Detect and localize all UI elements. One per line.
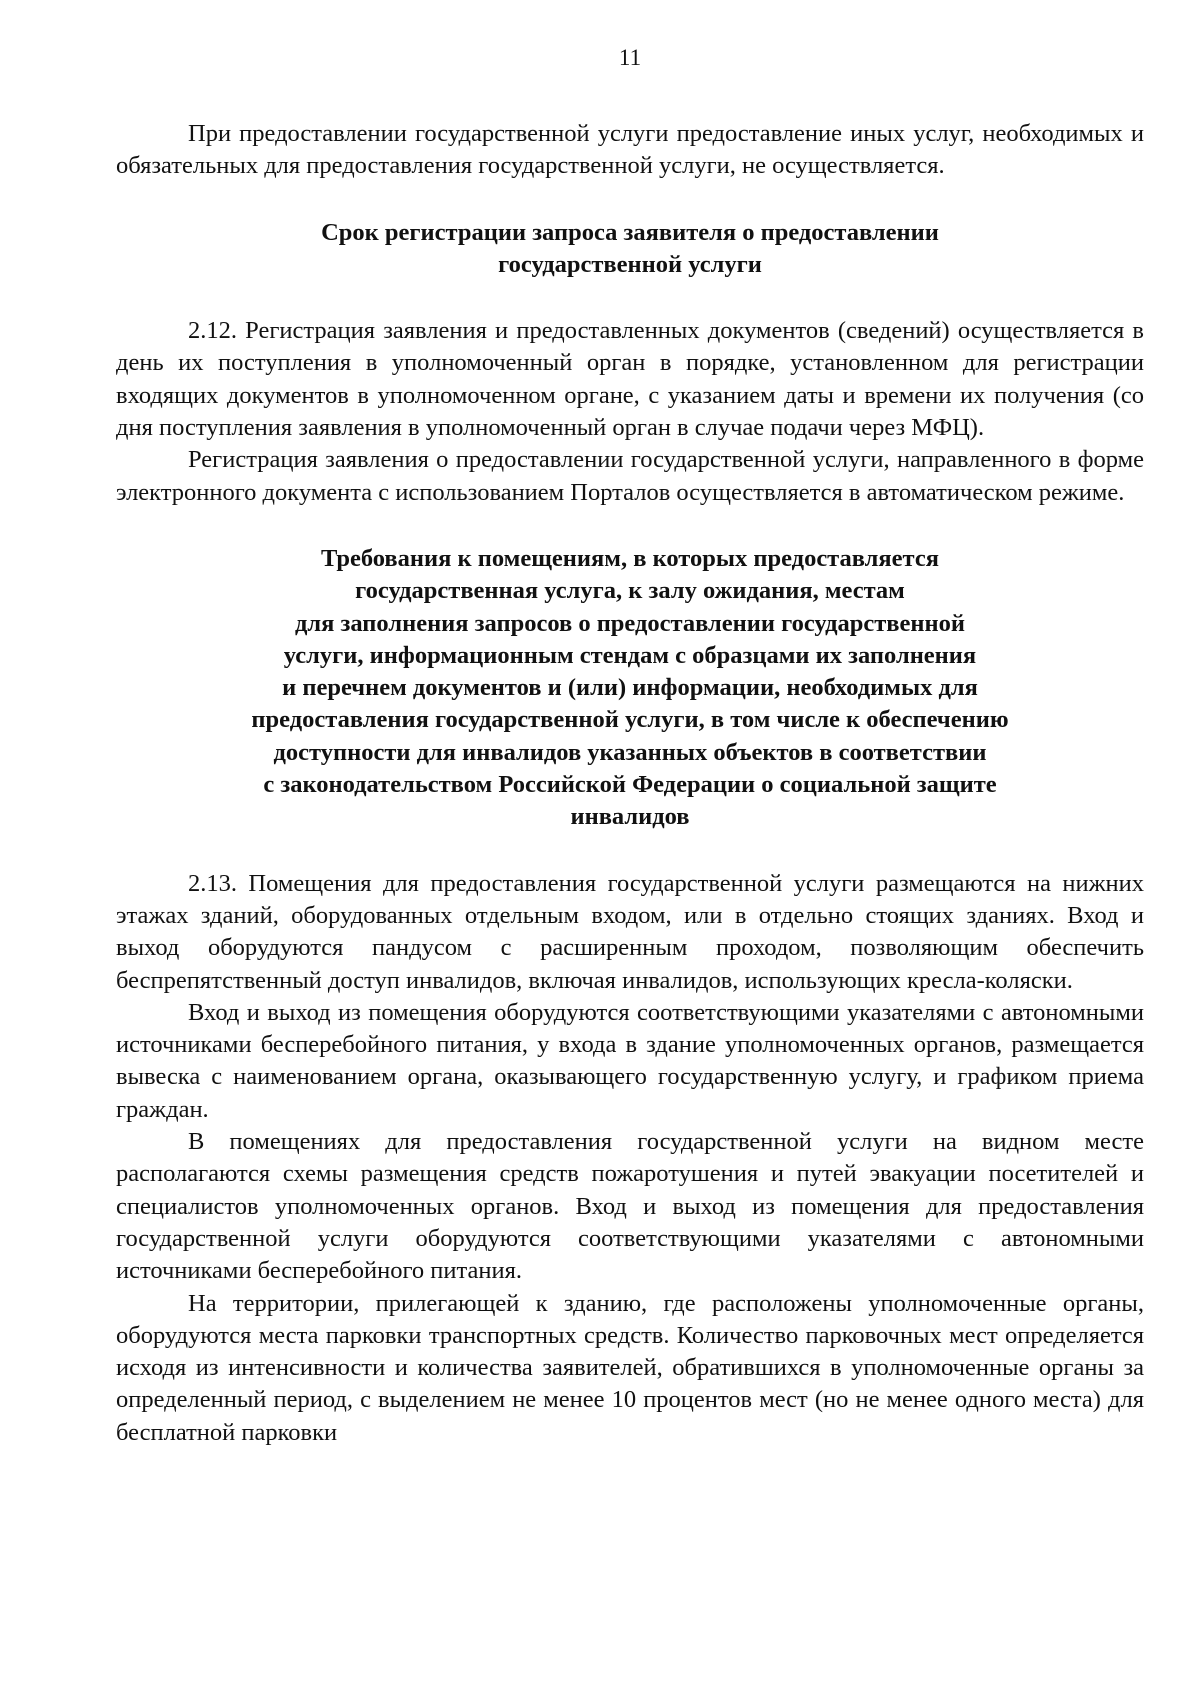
heading-line: инвалидов — [570, 803, 690, 831]
heading-line: доступности для инвалидов указанных объектов в соответствии — [273, 738, 987, 766]
paragraph-entrance-signage: Вход и выход из помещения оборудуются соответствующими указателями с автономными источниками бесперебойного питания, у входа в здание уполномоченных органов, размещается вывеска с наименованием органа, оказывающего государственную услугу, и графиком приема граждан. — [116, 998, 1144, 1123]
heading-line: услуги, информационным стендам с образцами их заполнения — [283, 641, 977, 669]
heading-line: и перечнем документов и (или) информации, необходимых для — [282, 674, 978, 702]
paragraph-parking: На территории, прилегающей к зданию, где расположены уполномоченные органы, оборудуются места парковки транспортных средств. Количество парковочных мест определяется исходя из интенсивности и количества заявителей, обратившихся в уполномоченные органы за определенный период, с выделением не менее 10 процентов мест (но не менее одного места) для бесплатной парковки — [116, 1289, 1144, 1446]
heading-registration-term — [116, 217, 1144, 282]
document-body — [116, 118, 1144, 1449]
paragraph-2-12: 2.12. Регистрация заявления и предоставленных документов (сведений) осуществляется в день их поступления в уполномоченный орган в порядке, установленном для регистрации входящих документов в уполномоченном органе, с указанием даты и времени их получения (со дня поступления заявления в уполномоченный орган в случае подачи через МФЦ). — [116, 317, 1144, 442]
page-number: 11 — [618, 45, 642, 70]
heading-line: государственная услуга, к залу ожидания, местам — [355, 577, 905, 605]
paragraph-2-13: 2.13. Помещения для предоставления государственной услуги размещаются на нижних этажах зданий, оборудованных отдельным входом, или в отдельно стоящих зданиях. Вход и выход оборудуются пандусом с расширенным проходом, позволяющим обеспечить беспрепятственный доступ инвалидов, включая инвалидов, использующих кресла-коляски. — [116, 869, 1144, 994]
heading-line: для заполнения запросов о предоставлении государственной — [295, 609, 965, 637]
paragraph-electronic-registration: Регистрация заявления о предоставлении государственной услуги, направленного в форме электронного документа с использованием Порталов осуществляется в автоматическом режиме. — [116, 446, 1144, 506]
heading-line: с законодательством Российской Федерации о социальной защите — [263, 771, 997, 799]
heading-premises-requirements — [116, 543, 1144, 834]
paragraph-other-services: При предоставлении государственной услуги предоставление иных услуг, необходимых и обязательных для предоставления государственной услуги, не осуществляется. — [116, 120, 1144, 180]
heading-line: Требования к помещениям, в которых предоставляется — [320, 544, 940, 572]
heading-line: Срок регистрации запроса заявителя о предоставлении — [321, 218, 939, 246]
heading-line: государственной услуги — [498, 250, 762, 278]
paragraph-evacuation-schemes: В помещениях для предоставления государственной услуги на видном месте располагаются схемы размещения средств пожаротушения и путей эвакуации посетителей и специалистов уполномоченных органов. Вход и выход из помещения для предоставления государственной услуги оборудуются соответствующими указателями с автономными источниками бесперебойного питания. — [116, 1128, 1144, 1285]
heading-line: предоставления государственной услуги, в том числе к обеспечению — [251, 706, 1009, 734]
